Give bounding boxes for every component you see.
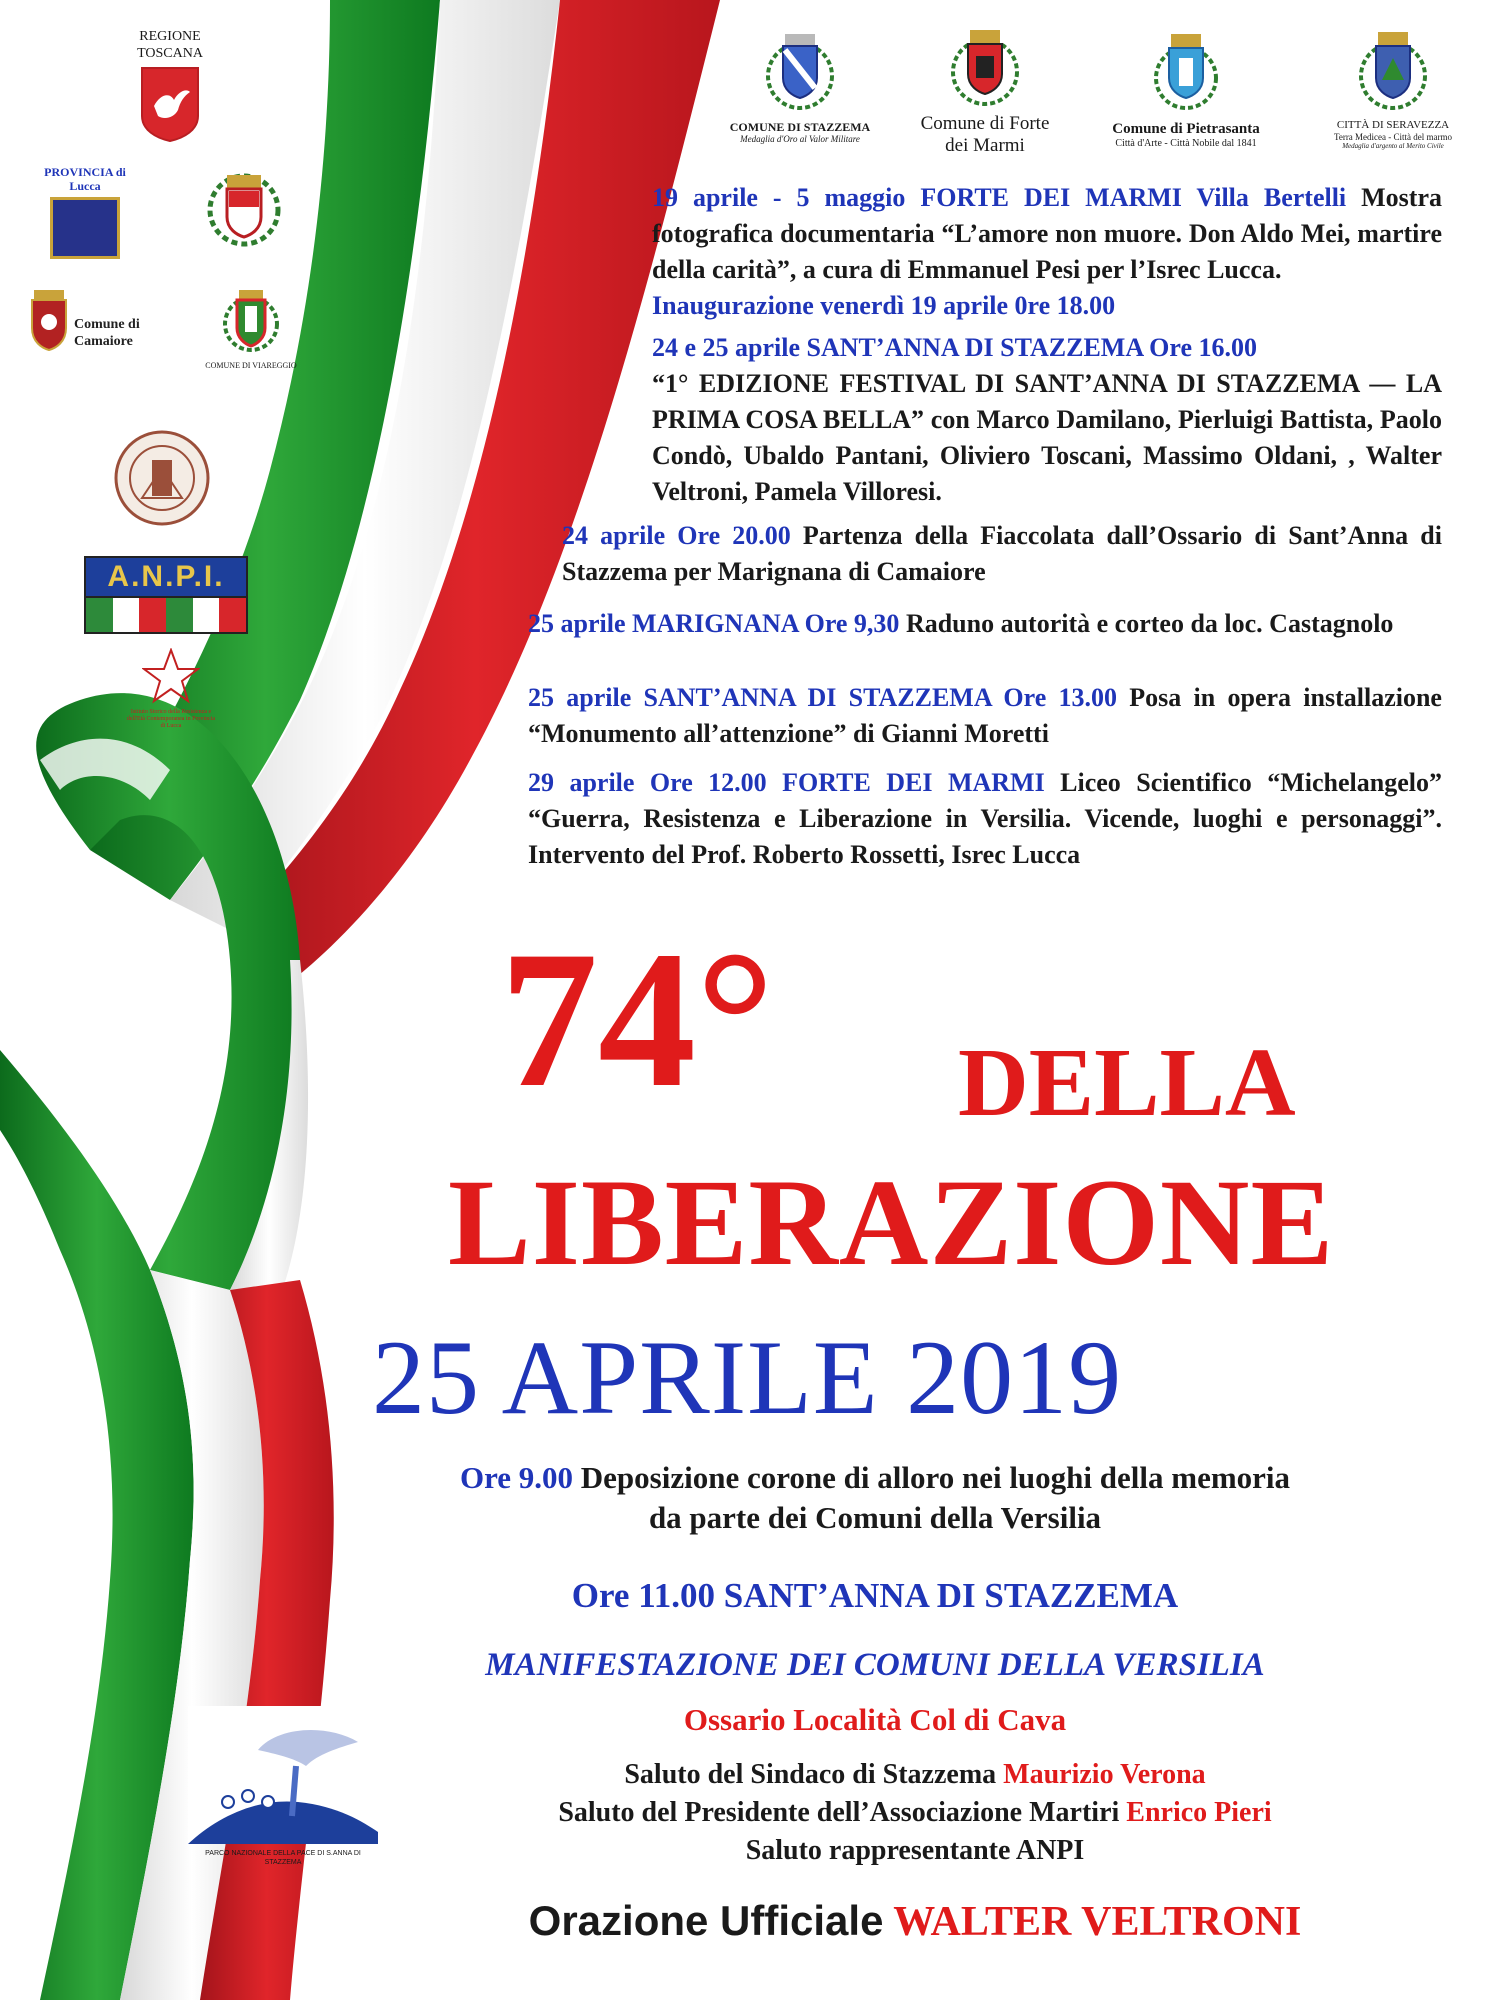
isrec-logo <box>126 648 216 730</box>
event-1-text: Mostra fotografica documentaria “L’amore non muore. Don Aldo Mei, martire della carità”, a cura di Emmanuel Pesi per l’Isrec Lucca. <box>652 183 1442 284</box>
event-2-text: “1° EDIZIONE FESTIVAL DI SANT’ANNA DI STAZZEMA — LA PRIMA COSA BELLA” con Marco Damilano, Pierluigi Battista, Paolo Condò, Ubaldo Pantani, Oliviero Toscani, Massimo Oldani, , Walter Veltroni, Pamela Villoresi. <box>652 369 1442 506</box>
event-1-date: 19 aprile - 5 maggio FORTE DEI MARMI Villa Bertelli <box>652 183 1347 212</box>
anpi-logo <box>84 556 248 634</box>
event-2-date: 24 e 25 aprile SANT’ANNA DI STAZZEMA Ore 16.00 <box>652 333 1257 362</box>
forte-logo <box>905 28 1065 157</box>
viareggio-crest-icon <box>221 284 281 356</box>
saluto-2-name: Enrico Pieri <box>1126 1797 1272 1828</box>
event-6-date: 29 aprile Ore 12.00 FORTE DEI MARMI <box>528 768 1045 797</box>
event-3 <box>562 518 1442 590</box>
pietrasanta-crest-icon <box>1151 28 1221 116</box>
seravezza-label: CITTÀ DI SERAVEZZA <box>1336 119 1450 131</box>
event-4-text: Raduno autorità e corteo da loc. Castagnolo <box>899 609 1394 638</box>
saluto-1 <box>380 1756 1450 1794</box>
event-4-date: 25 aprile MARIGNANA Ore 9,30 <box>528 609 900 638</box>
seravezza-logo <box>1318 28 1468 151</box>
event-3-date: 24 aprile Ore 20.00 <box>562 521 791 550</box>
forte-crest-icon <box>948 28 1022 108</box>
saluto-2 <box>380 1794 1450 1832</box>
program-ossario: Ossario Località Col di Cava <box>683 1702 1067 1737</box>
parco-pace-logo <box>188 1706 378 1866</box>
saluto-3: Saluto rappresentante ANPI <box>745 1835 1085 1866</box>
camaiore-crest-icon <box>28 288 70 352</box>
regione-toscana-logo <box>115 28 225 147</box>
viareggio-logo <box>196 284 306 371</box>
orazione-name: WALTER VELTRONI <box>893 1899 1302 1945</box>
martiri-seal-icon <box>112 428 212 528</box>
headline-number: 74° <box>500 911 775 1128</box>
program-manifestazione: MANIFESTAZIONE DEI COMUNI DELLA VERSILIA <box>485 1647 1265 1683</box>
event-5 <box>528 680 1442 752</box>
provincia-lucca-logo <box>44 165 126 255</box>
event-2 <box>652 330 1442 510</box>
event-5-date: 25 aprile SANT’ANNA DI STAZZEMA Ore 13.00 <box>528 683 1118 712</box>
event-4 <box>528 606 1442 642</box>
stazzema-crest-icon <box>763 28 837 116</box>
ore9-text: Deposizione corone di alloro nei luoghi della memoria <box>580 1460 1291 1495</box>
provincia-label: PROVINCIA di Lucca <box>44 165 126 193</box>
isrec-label: Istituto Storico della Resistenza e dell'Età Contemporanea in Provincia di Lucca <box>126 709 216 729</box>
program-orazione <box>380 1896 1450 1947</box>
headline-date: 25 APRILE 2019 <box>372 1319 1123 1436</box>
event-6-text: Liceo Scientifico “Michelangelo” “Guerra, Resistenza e Liberazione in Versilia. Vicende, luoghi e personaggi”. Intervento del Prof. Roberto Rossetti, Isrec Lucca <box>528 768 1442 869</box>
parco-pace-image <box>188 1706 378 1844</box>
ore9-text2: da parte dei Comuni della Versilia <box>648 1500 1102 1535</box>
viareggio-label: COMUNE DI VIAREGGIO <box>205 361 297 370</box>
saluto-1-name: Maurizio Verona <box>1003 1759 1206 1790</box>
stazzema-sub: Medaglia d'Oro al Valor Militare <box>740 134 860 144</box>
seravezza-sub2: Medaglia d'argento al Merito Civile <box>1342 142 1444 150</box>
comune-crest-icon <box>205 165 283 250</box>
camaiore-label: Comune di Camaiore <box>74 317 140 349</box>
event-6 <box>528 765 1442 873</box>
event-5-text: Posa in opera installazione “Monumento all’attenzione” di Gianni Moretti <box>528 683 1442 748</box>
stazzema-label: COMUNE DI STAZZEMA <box>729 120 871 134</box>
program-ore9 <box>300 1458 1450 1538</box>
pietrasanta-logo <box>1098 28 1274 150</box>
anpi-flag-stripes <box>86 596 246 632</box>
provincia-shield-icon <box>50 197 120 259</box>
orazione-text: Orazione Ufficiale <box>528 1897 884 1944</box>
pegasus-icon <box>140 66 200 142</box>
anpi-label: A.N.P.I. <box>107 560 225 593</box>
event-3-text: Partenza della Fiaccolata dall’Ossario di Sant’Anna di Stazzema per Marignana di Camaiore <box>562 521 1442 586</box>
parco-label: PARCO NAZIONALE DELLA PACE DI S.ANNA DI STAZZEMA <box>205 1850 361 1866</box>
program-ore11: Ore 11.00 SANT’ANNA DI STAZZEMA <box>571 1576 1179 1615</box>
forte-label: Comune di Forte dei Marmi <box>920 113 1050 156</box>
camaiore-logo <box>28 288 158 358</box>
saluto-1-text: Saluto del Sindaco di Stazzema <box>624 1759 997 1790</box>
seravezza-sub: Terra Medicea - Città del marmo <box>1333 132 1453 142</box>
program-saluti <box>380 1756 1450 1870</box>
ore9-time: Ore 9.00 <box>459 1460 574 1495</box>
pietrasanta-sub: Città d'Arte - Città Nobile dal 1841 <box>1115 138 1257 149</box>
star-icon <box>142 648 200 704</box>
headline-della: DELLA <box>958 1029 1296 1137</box>
stazzema-logo <box>710 28 890 145</box>
pietrasanta-label: Comune di Pietrasanta <box>1112 121 1260 137</box>
event-1 <box>652 180 1442 324</box>
regione-label: REGIONE TOSCANA <box>137 29 203 61</box>
seravezza-crest-icon <box>1356 28 1430 114</box>
headline-liberazione: LIBERAZIONE <box>448 1154 1335 1291</box>
event-1-inaugurazione: Inaugurazione venerdì 19 aprile 0re 18.00 <box>652 291 1116 320</box>
saluto-2-text: Saluto del Presidente dell’Associazione Martiri <box>558 1797 1120 1828</box>
